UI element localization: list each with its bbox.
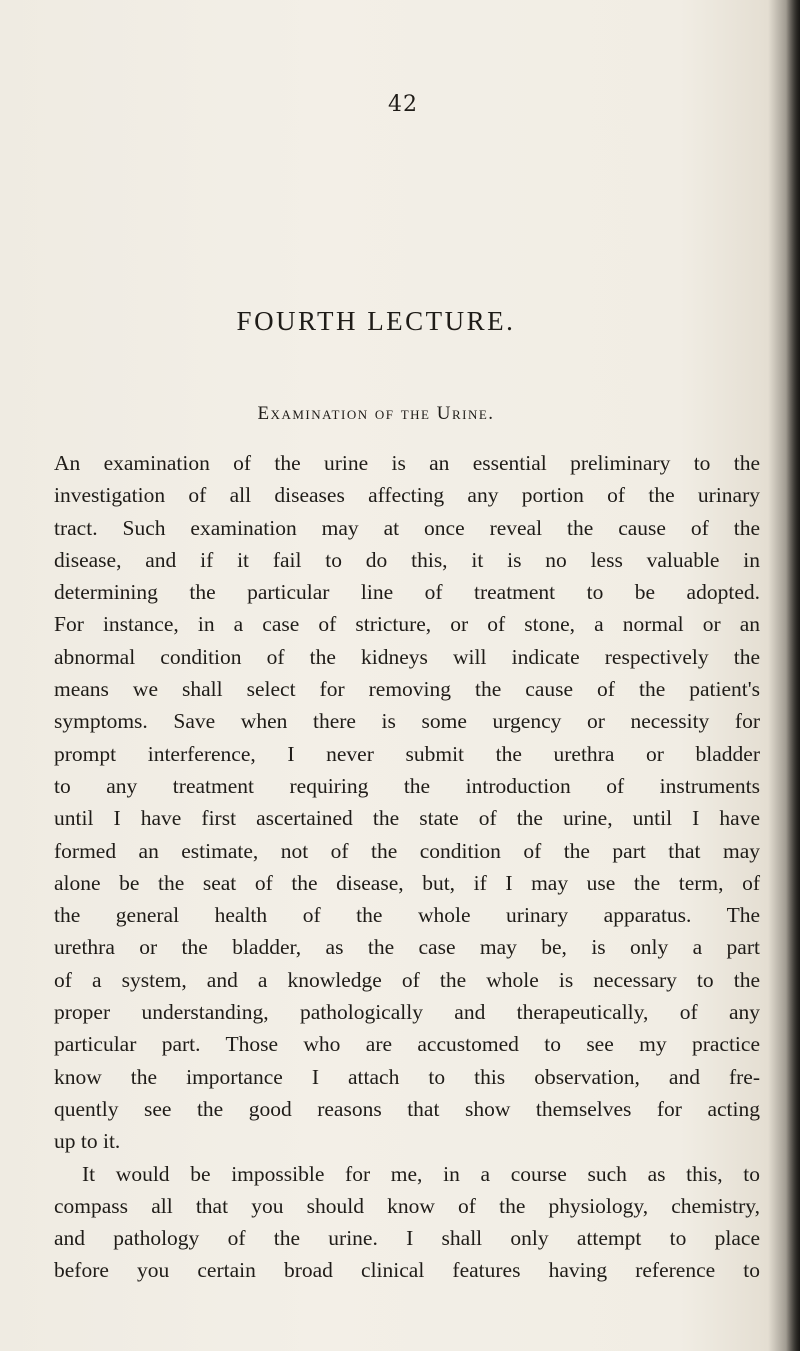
body-text: [54, 447, 760, 1287]
text-line: the general health of the whole urinary apparatus. The: [54, 903, 760, 928]
text-line: symptoms. Save when there is some urgency or necessity for: [54, 709, 760, 734]
text-line: It would be impossible for me, in a course such as this, to: [82, 1161, 760, 1186]
text-line: abnormal condition of the kidneys will indicate respectively the: [54, 644, 760, 669]
text-line: before you certain broad clinical features having reference to: [54, 1258, 760, 1283]
text-line: know the importance I attach to this observation, and fre-: [54, 1064, 760, 1089]
text-line: determining the particular line of treatment to be adopted.: [54, 580, 760, 605]
lecture-title: FOURTH LECTURE.: [236, 306, 516, 336]
text-line: tract. Such examination may at once reveal the cause of the: [54, 515, 760, 540]
text-line: investigation of all diseases affecting any portion of the urinary: [54, 483, 760, 508]
text-line: quently see the good reasons that show themselves for acting: [54, 1096, 760, 1121]
text-line: For instance, in a case of stricture, or of stone, a normal or an: [54, 612, 760, 637]
text-line: and pathology of the urine. I shall only attempt to place: [54, 1226, 760, 1251]
text-line: alone be the seat of the disease, but, if I may use the term, of: [54, 870, 760, 895]
text-line: means we shall select for removing the cause of the patient's: [54, 677, 760, 702]
paragraph-1: [54, 447, 760, 1158]
text-line: disease, and if it fail to do this, it is no less valuable in: [54, 547, 760, 572]
text-line: up to it.: [54, 1129, 121, 1154]
paragraph-2: [54, 1158, 760, 1287]
text-line: prompt interference, I never submit the urethra or bladder: [54, 741, 760, 766]
text-line: particular part. Those who are accustomed to see my practice: [54, 1032, 760, 1057]
text-line: until I have first ascertained the state of the urine, until I have: [54, 806, 760, 831]
text-line: of a system, and a knowledge of the whole is necessary to the: [54, 967, 760, 992]
text-line: compass all that you should know of the physiology, chemistry,: [54, 1193, 760, 1218]
page-number: 42: [388, 92, 418, 117]
page-edge-shadow: [786, 0, 800, 1351]
section-title: Examination of the Urine.: [257, 403, 495, 424]
text-line: proper understanding, pathologically and therapeutically, of any: [54, 1000, 760, 1025]
text-line: formed an estimate, not of the condition of the part that may: [54, 838, 760, 863]
text-line: urethra or the bladder, as the case may be, is only a part: [54, 935, 760, 960]
text-line: to any treatment requiring the introduction of instruments: [54, 773, 760, 798]
text-line: An examination of the urine is an essential preliminary to the: [54, 451, 760, 475]
